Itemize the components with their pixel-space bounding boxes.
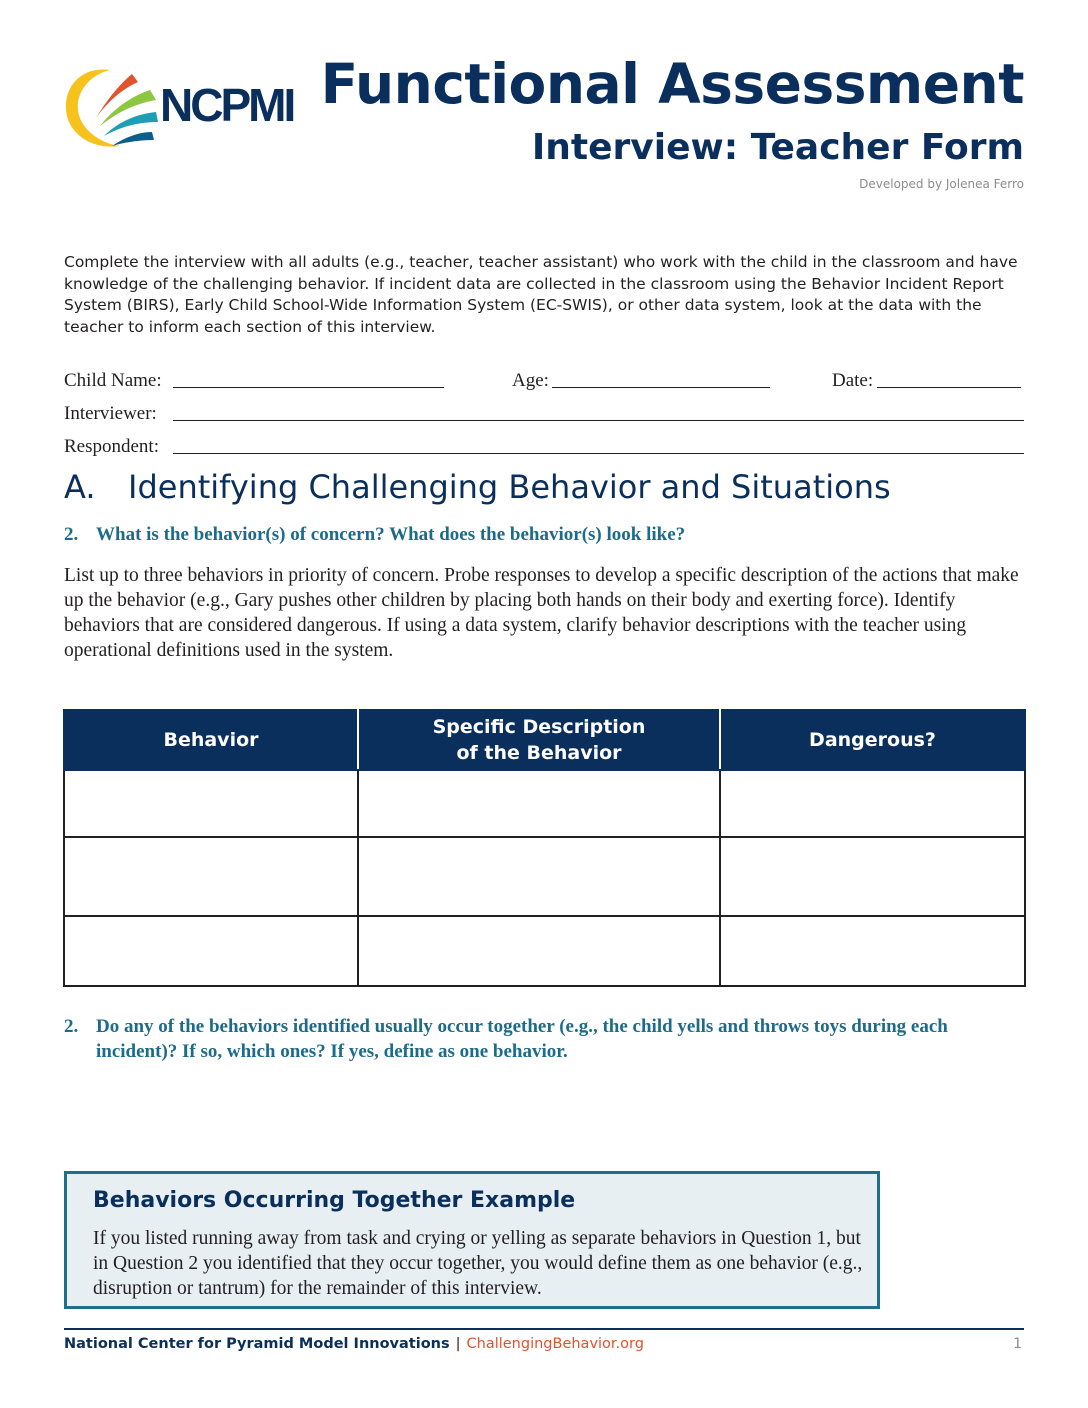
ncpmi-logo <box>62 60 302 155</box>
description-cell[interactable] <box>358 916 720 986</box>
section-title: Identifying Challenging Behavior and Situations <box>128 468 891 506</box>
example-body: If you listed running away from task and crying or yelling as separate behaviors in Question 1, but in Question 2 you identified that they occur together, you would define them as one behavior (e.g., disruption or tantrum) for the remainder of this interview. <box>93 1228 863 1299</box>
intro-paragraph: Complete the interview with all adults (e.g., teacher, teacher assistant) who work with the child in the classroom and have knowledge of the challenging behavior. If incident data are collected in the classroom using the Behavior Incident Report System (BIRS), Early Child School-Wide Information System (EC-SWIS), or other data system, look at the data with the teacher to inform each section of this interview. <box>64 253 1018 336</box>
behavior-cell[interactable] <box>64 916 358 986</box>
question-1 <box>64 522 1024 547</box>
interviewer-label: Interviewer: <box>64 403 157 424</box>
behavior-cell[interactable] <box>64 837 358 916</box>
footer <box>64 1336 644 1352</box>
section-heading <box>64 468 891 506</box>
description-cell[interactable] <box>358 837 720 916</box>
date-label: Date: <box>832 370 874 391</box>
child-name-label: Child Name: <box>64 370 162 391</box>
question-2 <box>64 1014 994 1064</box>
document-title: Functional Assessment <box>320 52 1024 116</box>
dangerous-cell[interactable] <box>720 837 1025 916</box>
header-description-line1: Specific Description <box>432 716 646 738</box>
header-dangerous: Dangerous? <box>720 710 1025 770</box>
age-label: Age: <box>512 370 549 391</box>
document-subtitle: Interview: Teacher Form <box>531 127 1024 168</box>
table-row <box>64 837 1025 916</box>
footer-org: National Center for Pyramid Model Innovations <box>64 1336 450 1352</box>
table-row <box>64 916 1025 986</box>
question-2-number: 2. <box>64 1016 79 1037</box>
swirl-logo-icon <box>62 60 162 155</box>
date-field[interactable] <box>877 387 1021 388</box>
behavior-table <box>63 709 1026 987</box>
child-name-field[interactable] <box>173 387 444 388</box>
author-credit: Developed by Jolenea Ferro <box>859 177 1024 191</box>
header-description <box>358 710 720 770</box>
dangerous-cell[interactable] <box>720 916 1025 986</box>
interviewer-field[interactable] <box>173 420 1024 421</box>
table-header-row <box>64 710 1025 770</box>
logo-wordmark: NCPMI <box>160 79 294 131</box>
respondent-label: Respondent: <box>64 436 159 457</box>
section-letter: A. <box>64 468 96 506</box>
header-behavior: Behavior <box>64 710 358 770</box>
instructions-paragraph: List up to three behaviors in priority of concern. Probe responses to develop a specific description of the actions that make up the behavior (e.g., Gary pushes other children by placing both hands on their body and exerting force). Identify behaviors that are considered dangerous. If using a data system, clarify behavior descriptions with the teacher using operational definitions used in the system. <box>64 565 1019 661</box>
example-title: Behaviors Occurring Together Example <box>93 1188 576 1213</box>
age-field[interactable] <box>552 387 770 388</box>
example-callout <box>64 1171 880 1309</box>
header-description-line2: of the Behavior <box>456 742 622 764</box>
description-cell[interactable] <box>358 770 720 837</box>
behavior-cell[interactable] <box>64 770 358 837</box>
respondent-field[interactable] <box>173 453 1024 454</box>
footer-link[interactable]: ChallengingBehavior.org <box>466 1336 644 1352</box>
dangerous-cell[interactable] <box>720 770 1025 837</box>
footer-separator: | <box>455 1336 461 1352</box>
footer-divider <box>64 1328 1024 1330</box>
table-row <box>64 770 1025 837</box>
question-2-text: Do any of the behaviors identified usually occur together (e.g., the child yells and throws toys during each incident)? If so, which ones? If yes, define as one behavior. <box>96 1016 948 1062</box>
question-1-text: What is the behavior(s) of concern? What does the behavior(s) look like? <box>96 524 686 545</box>
page-number: 1 <box>1013 1336 1022 1352</box>
question-1-number: 2. <box>64 524 79 545</box>
